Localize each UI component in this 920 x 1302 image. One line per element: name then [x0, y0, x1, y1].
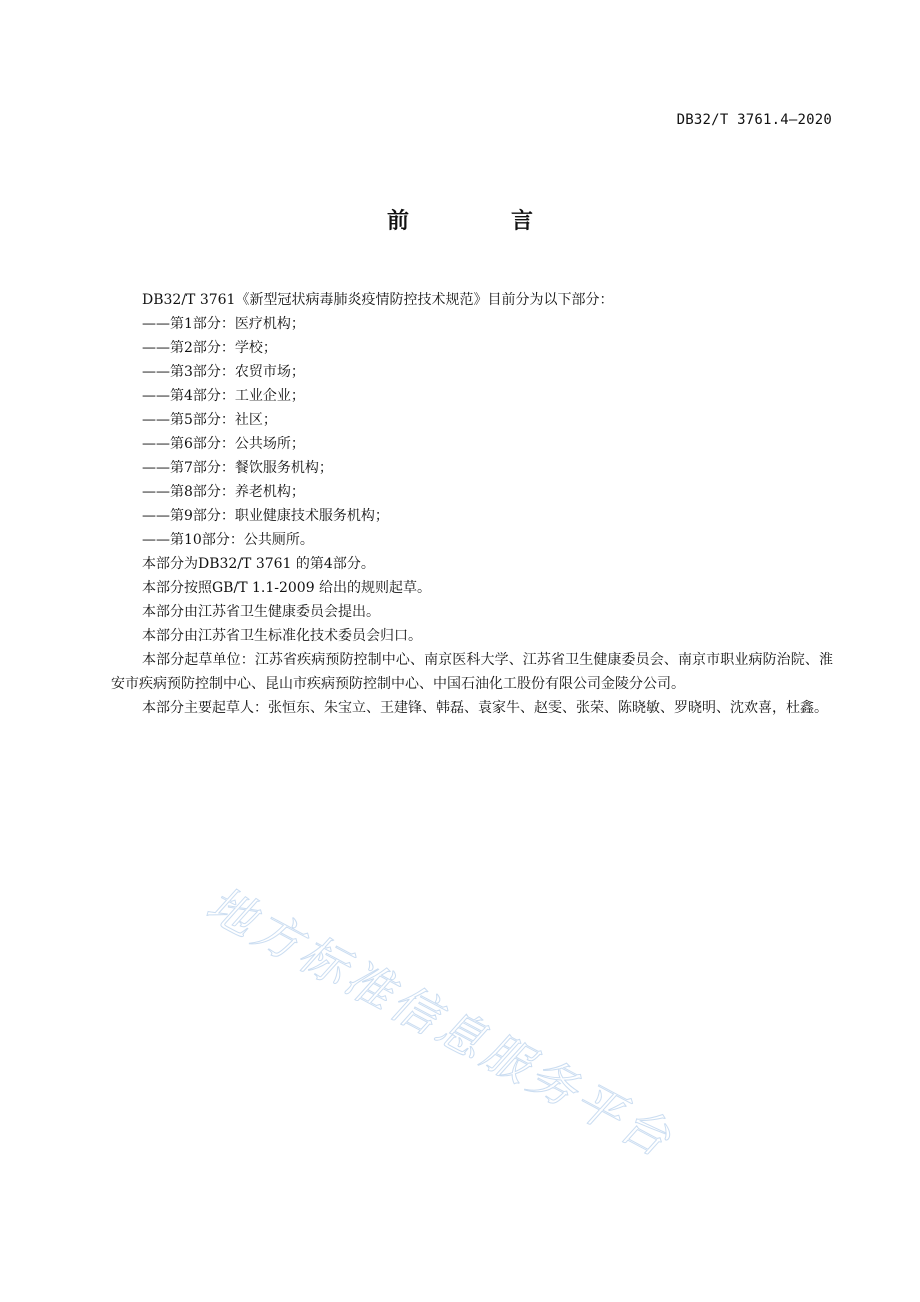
paragraph-part-number: 本部分为DB32/T 3761 的第4部分。: [142, 556, 375, 572]
paragraph-proposer: 本部分由江苏省卫生健康委员会提出。: [142, 604, 380, 620]
intro-paragraph: DB32/T 3761《新型冠状病毒肺炎疫情防控技术规范》目前分为以下部分：: [142, 292, 614, 308]
watermark: 地方标准信息服务平台: [197, 876, 683, 1170]
list-item: ——第5部分：社区；: [142, 412, 277, 428]
paragraph-drafting-units: 本部分起草单位：江苏省疾病预防控制中心、南京医科大学、江苏省卫生健康委员会、南京市职业病防治院、淮安市疾病预防控制中心、昆山市疾病预防控制中心、中国石油化工股份有限公司金陵分公司。: [111, 652, 833, 692]
list-item: ——第1部分：医疗机构；: [142, 316, 305, 332]
document-code: DB32/T 3761.4—2020: [676, 112, 832, 128]
paragraph-technical-committee: 本部分由江苏省卫生标准化技术委员会归口。: [142, 628, 422, 644]
preface-body: [111, 288, 833, 720]
list-item: ——第7部分：餐饮服务机构；: [142, 460, 333, 476]
list-item: ——第3部分：农贸市场；: [142, 364, 305, 380]
list-item: ——第2部分：学校；: [142, 340, 277, 356]
list-item: ——第4部分：工业企业；: [142, 388, 305, 404]
page-title: 前 言: [386, 209, 573, 234]
list-item: ——第6部分：公共场所；: [142, 436, 305, 452]
paragraph-drafters: 本部分主要起草人：张恒东、朱宝立、王建锋、韩磊、袁家牛、赵雯、张荣、陈晓敏、罗晓明、沈欢喜，杜鑫。: [142, 700, 828, 716]
list-item: ——第8部分：养老机构；: [142, 484, 305, 500]
list-item: ——第10部分：公共厕所。: [142, 532, 314, 548]
list-item: ——第9部分：职业健康技术服务机构；: [142, 508, 389, 524]
paragraph-drafting-rules: 本部分按照GB/T 1.1-2009 给出的规则起草。: [142, 580, 432, 596]
